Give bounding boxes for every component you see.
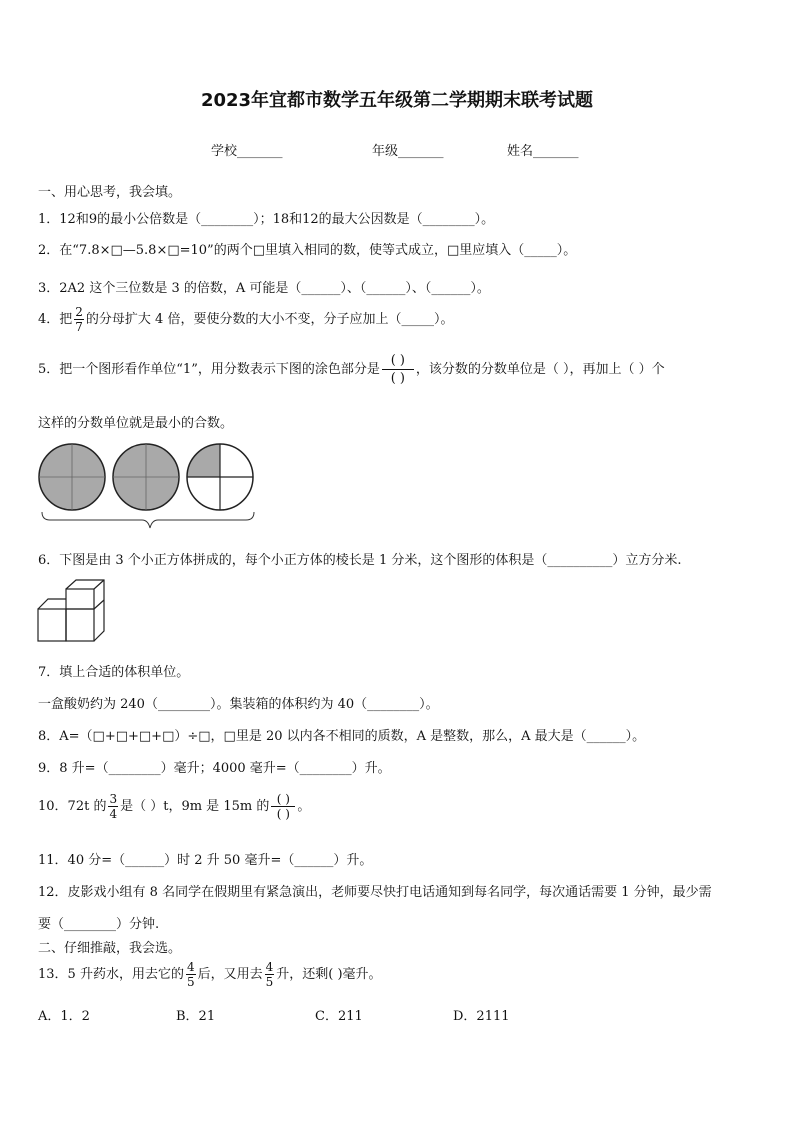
question-12-line2: 要（________）分钟. [38, 917, 160, 932]
circles-figure [36, 440, 266, 532]
question-9: 9．8 升=（________）毫升；4000 毫升=（________）升。 [38, 761, 391, 776]
fraction: $\frac{4}{5}$ [265, 960, 274, 989]
question-6: 6．下图是由 3 个小正方体拼成的，每个小正方体的棱长是 1 分米，这个图形的体积是（__________）立方分米. [38, 553, 682, 568]
section-1-heading: 一、用心思考，我会填。 [38, 185, 182, 200]
fraction: $\frac{( )}{( )}$ [271, 792, 295, 821]
question-10: 10．72t 的 $\frac{3}{4}$ 是（ ）t，9m 是 15m 的 $\frac{( )}{( )}$ 。 [38, 792, 311, 821]
question-5: 5．把一个图形看作单位“1”，用分数表示下图的涂色部分是 $\frac{( )}{( )}$ ，该分数的分数单位是（ ），再加上（ ）个 [38, 353, 665, 386]
grade-field: 年级_______ [372, 144, 444, 159]
question-8: 8．A=（□+□+□+□）÷□，□里是 20 以内各不相同的质数，A 是整数，那么，A 最大是（______）。 [38, 729, 646, 744]
cubes-figure [36, 578, 106, 644]
option-b: B．21 [176, 1009, 216, 1024]
circle-full-2 [113, 444, 179, 510]
page-title: 2023年宜都市数学五年级第二学期期末联考试题 [200, 90, 594, 111]
circle-full-1 [39, 444, 105, 510]
fraction: $\frac{2}{7}$ [75, 305, 83, 334]
question-1: 1．12和9的最小公倍数是（________）；18和12的最大公因数是（________）。 [38, 212, 495, 227]
question-3: 3．2A2 这个三位数是 3 的倍数，A 可能是（______）、（______）、（______）。 [38, 281, 490, 296]
question-12: 12．皮影戏小组有 8 名同学在假期里有紧急演出，老师要尽快打电话通知到每名同学，每次通话需要 1 分钟，最少需 [38, 885, 712, 900]
question-2: 2．在“7.8×□—5.8×□=10”的两个□里填入相同的数，使等式成立，□里应填入（_____）。 [38, 243, 577, 258]
name-field: 姓名_______ [507, 144, 579, 159]
question-7-content: 一盒酸奶约为 240（________）。集装箱的体积约为 40（________）。 [38, 697, 439, 712]
question-5-line2: 这样的分数单位就是最小的合数。 [38, 416, 234, 431]
fraction: $\frac{( )}{( )}$ [382, 352, 414, 387]
question-11: 11．40 分=（______）时 2 升 50 毫升=（______）升。 [38, 853, 373, 868]
option-c: C．211 [315, 1009, 363, 1024]
question-7: 7．填上合适的体积单位。 [38, 665, 190, 680]
option-d: D．2111 [453, 1009, 510, 1024]
section-2-heading: 二、仔细推敲，我会选。 [38, 941, 182, 956]
question-4: 4．把 $\frac{2}{7}$ 的分母扩大 4 倍，要使分数的大小不变，分子应加上（_____）。 [38, 305, 454, 334]
school-field: 学校_______ [211, 144, 283, 159]
fraction: $\frac{4}{5}$ [186, 960, 195, 989]
circle-quarter [187, 444, 253, 510]
option-a: A．1．2 [38, 1009, 90, 1024]
question-13: 13．5 升药水，用去它的 $\frac{4}{5}$ 后，又用去 $\frac{4}{5}$ 升，还剩( )毫升。 [38, 960, 382, 989]
brace [42, 512, 254, 528]
fraction: $\frac{3}{4}$ [109, 792, 118, 821]
